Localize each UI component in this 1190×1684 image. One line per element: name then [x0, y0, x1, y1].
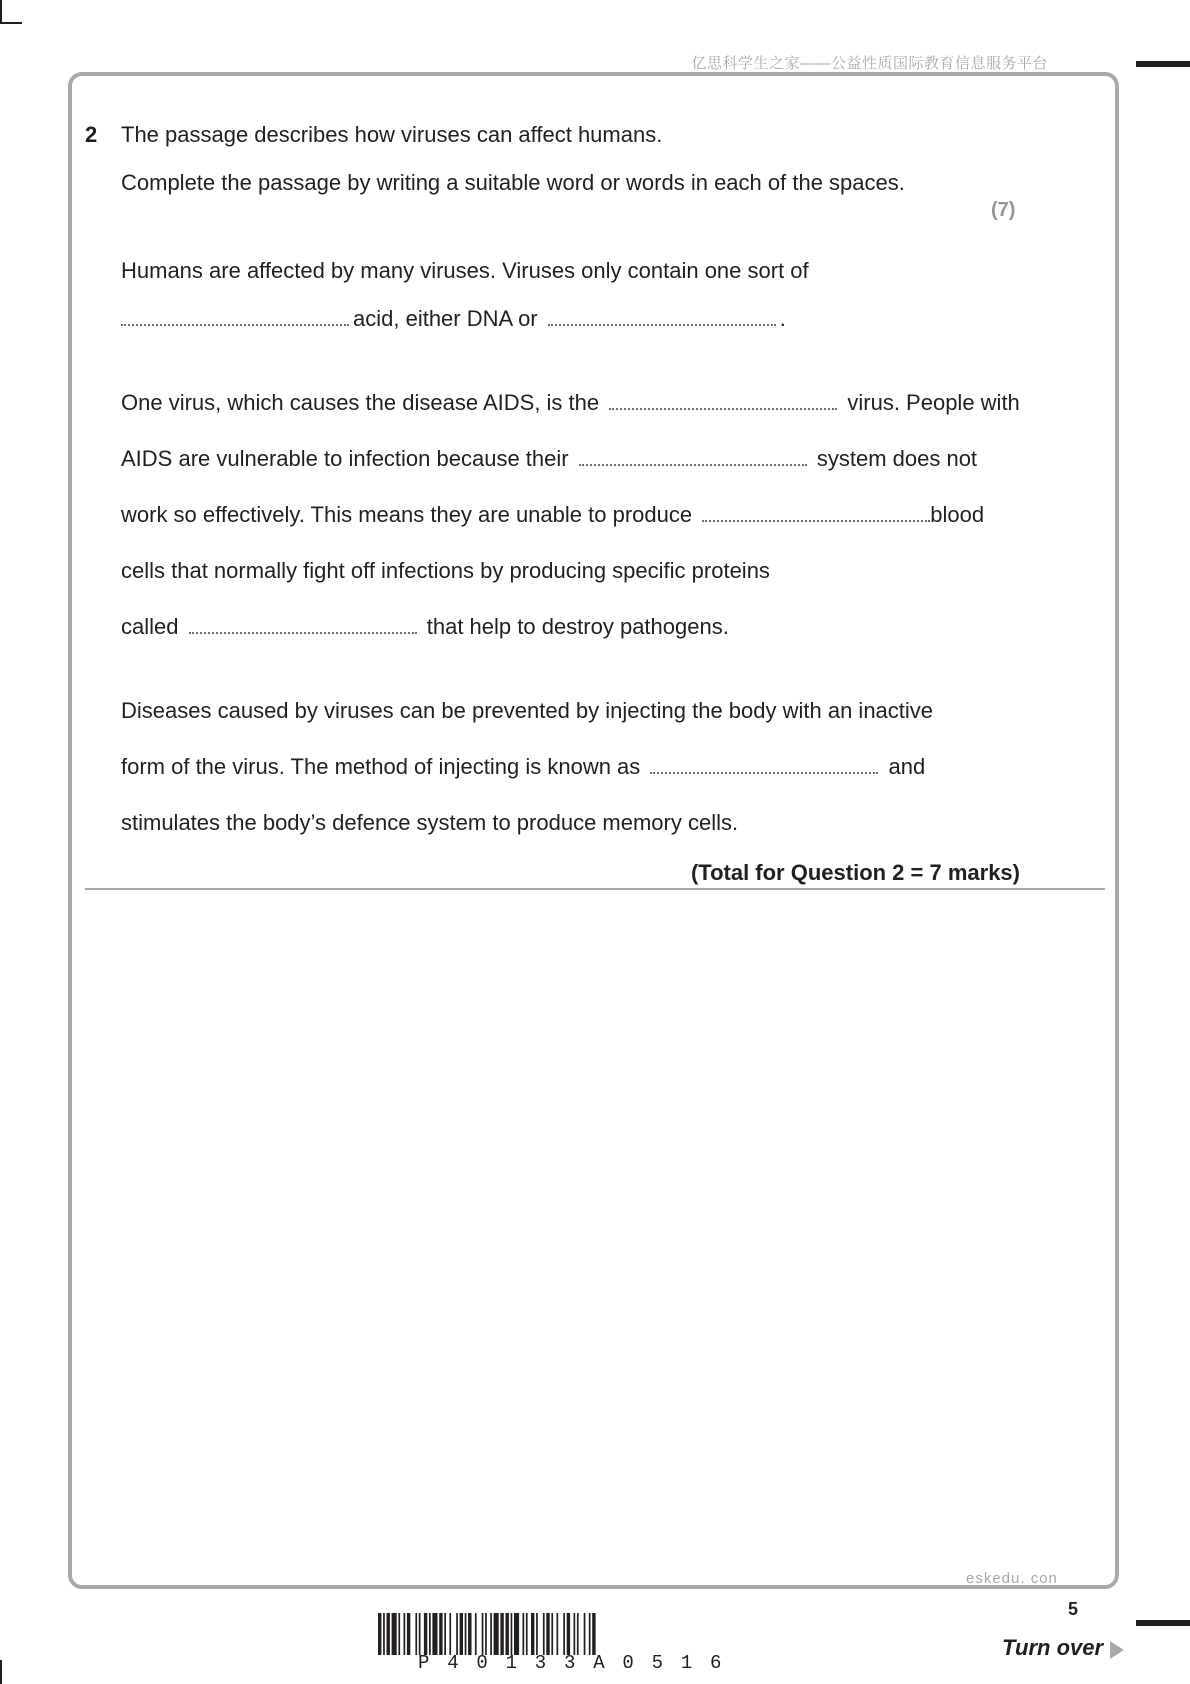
barcode-bar	[546, 1613, 549, 1655]
barcode-bar	[589, 1613, 591, 1655]
barcode-bar	[494, 1613, 499, 1655]
barcode-bar	[383, 1613, 385, 1655]
barcode-bar	[500, 1613, 503, 1655]
answer-blank-4[interactable]	[579, 446, 807, 466]
barcode-bar	[444, 1613, 446, 1655]
para2-line2: AIDS are vulnerable to infection because their system does not	[121, 446, 978, 471]
para2-line3: work so effectively. This means they are unable to produce blood	[121, 502, 985, 527]
turn-over-arrow-icon	[1110, 1641, 1124, 1659]
barcode-bar	[378, 1613, 381, 1655]
barcode-bar	[404, 1613, 406, 1655]
marks-badge: (7)	[991, 199, 1016, 221]
barcode-bar	[387, 1613, 390, 1655]
page-number: 5	[1068, 1599, 1079, 1619]
crop-mark-top-right	[1136, 61, 1190, 67]
header-watermark: 亿思科学生之家——公益性质国际教育信息服务平台	[691, 55, 1048, 72]
barcode-bar	[536, 1613, 538, 1655]
barcode-bar	[531, 1613, 534, 1655]
crop-mark-bottom-right	[1136, 1620, 1190, 1626]
para2-line1: One virus, which causes the disease AIDS, is the virus. People with	[121, 390, 1020, 415]
question-instruction: Complete the passage by writing a suitable word or words in each of the spaces.	[121, 170, 905, 195]
crop-mark-top-left-h	[0, 22, 22, 24]
barcode-bar	[456, 1613, 458, 1655]
answer-blank-7[interactable]	[650, 754, 878, 774]
barcode-bar	[563, 1613, 565, 1655]
answer-blank-2[interactable]	[548, 306, 776, 326]
question-number: 2	[85, 122, 98, 147]
barcode-bar	[506, 1613, 509, 1655]
barcode-bar	[465, 1613, 467, 1655]
para2-line4: cells that normally fight off infections by producing specific proteins	[121, 558, 770, 583]
barcode-text: P40133A0516	[418, 1652, 740, 1674]
barcode-bar	[449, 1613, 451, 1655]
barcode-bar	[415, 1613, 417, 1655]
answer-blank-5[interactable]	[702, 502, 930, 522]
barcode-bar	[419, 1613, 421, 1655]
barcode-bar	[514, 1613, 519, 1655]
crop-mark-top-left-v	[0, 0, 2, 24]
turn-over-label: Turn over	[1002, 1635, 1104, 1660]
barcode-bar	[460, 1613, 463, 1655]
barcode	[378, 1613, 810, 1655]
question-total: (Total for Question 2 = 7 marks)	[690, 860, 1020, 885]
barcode-bar	[439, 1613, 442, 1655]
para1-line1: Humans are affected by many viruses. Viruses only contain one sort of	[121, 258, 809, 283]
answer-blank-1[interactable]	[121, 306, 349, 326]
barcode-bar	[526, 1613, 528, 1655]
barcode-bar	[429, 1613, 431, 1655]
barcode-bar	[592, 1613, 595, 1655]
question-intro: The passage describes how viruses can affect humans.	[121, 122, 663, 147]
answer-blank-6[interactable]	[189, 614, 417, 634]
barcode-bar	[543, 1613, 545, 1655]
barcode-bar	[468, 1613, 471, 1655]
barcode-bar	[511, 1613, 513, 1655]
barcode-bar	[551, 1613, 553, 1655]
barcode-bar	[398, 1613, 400, 1655]
para3-line2: form of the virus. The method of injecting is known as and	[121, 754, 926, 779]
barcode-bar	[490, 1613, 492, 1655]
barcode-bar	[482, 1613, 484, 1655]
barcode-bar	[574, 1613, 576, 1655]
para1-line2: acid, either DNA or .	[121, 306, 786, 332]
para3-line1: Diseases caused by viruses can be prevented by injecting the body with an inactive	[121, 698, 934, 723]
footer-watermark: eskedu. con	[966, 1570, 1058, 1587]
barcode-bar	[424, 1613, 427, 1655]
barcode-bar	[567, 1613, 570, 1655]
barcode-bar	[392, 1613, 397, 1655]
answer-blank-3[interactable]	[609, 390, 837, 410]
barcode-bar	[557, 1613, 559, 1655]
barcode-bar	[584, 1613, 586, 1655]
barcode-bar	[432, 1613, 437, 1655]
barcode-bar	[577, 1613, 579, 1655]
barcode-bar	[485, 1613, 487, 1655]
para3-line3: stimulates the body’s defence system to produce memory cells.	[121, 810, 739, 835]
question-divider	[85, 888, 1105, 890]
crop-mark-bottom-left-v	[0, 1660, 2, 1684]
barcode-bar	[523, 1613, 525, 1655]
para2-line5: called that help to destroy pathogens.	[121, 614, 729, 639]
barcode-bar	[475, 1613, 477, 1655]
barcode-bar	[407, 1613, 410, 1655]
